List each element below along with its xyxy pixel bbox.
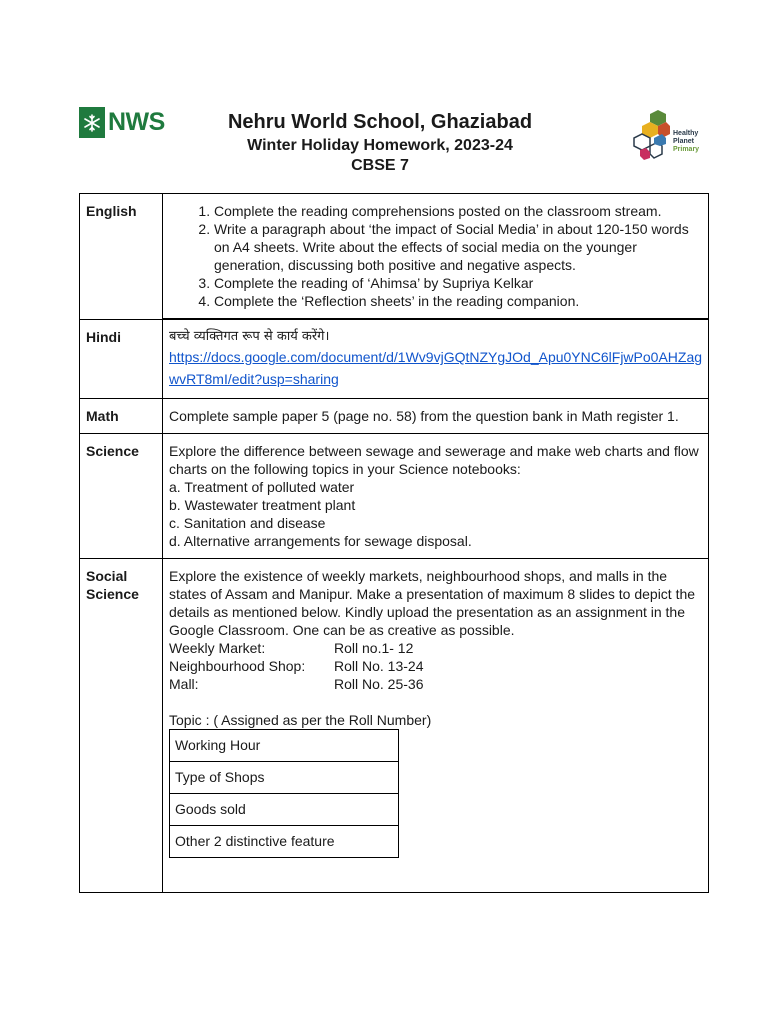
list-item: d. Alternative arrangements for sewage disposal. <box>169 533 472 549</box>
subject-hindi: Hindi <box>80 319 163 399</box>
social-intro: Explore the existence of weekly markets, neighbourhood shops, and malls in the states of Assam and Manipur. Make a presentation of maximum 8 slides to depict the details as mentioned below. Kindly upload the presentation as an assignment in the Google Classroom. One can be as creative as possible. <box>169 568 696 638</box>
list-item: 2. Write a paragraph about ‘the impact of Social Media’ in about 120-150 words on A4 sheets. Write about the effects of social media on the younger generation, discussing both positive and negative aspects. <box>214 220 704 274</box>
subject-science: Science <box>80 434 163 559</box>
list-item: 1. Complete the reading comprehensions posted on the classroom stream. <box>214 202 704 220</box>
list-item: b. Wastewater treatment plant <box>169 497 356 513</box>
document-header <box>200 110 560 176</box>
science-row <box>80 434 709 559</box>
homework-title: Winter Holiday Homework, 2023-24 <box>247 137 513 154</box>
table-row: Goods sold <box>170 794 399 826</box>
english-row <box>80 194 709 320</box>
roll-row: Weekly Market: Roll no.1- 12 <box>169 640 414 656</box>
snowflake-icon <box>79 107 105 138</box>
homework-table <box>79 193 709 893</box>
list-item: 4. Complete the ‘Reflection sheets’ in the reading companion. <box>214 292 704 310</box>
list-item: c. Sanitation and disease <box>169 515 326 531</box>
english-content <box>163 194 709 320</box>
science-content <box>163 434 709 559</box>
hindi-row <box>80 319 709 399</box>
hindi-instruction: बच्चे व्यक्तिगत रूप से कार्य करेंगे। <box>169 329 330 344</box>
science-intro: Explore the difference between sewage and sewerage and make web charts and flow charts on the following topics in your Science notebooks: <box>169 443 699 477</box>
subject-math: Math <box>80 399 163 434</box>
list-item: 3. Complete the reading of ‘Ahimsa’ by Supriya Kelkar <box>214 274 704 292</box>
healthy-planet-logo <box>630 108 710 168</box>
math-row <box>80 399 709 434</box>
math-content: Complete sample paper 5 (page no. 58) from the question bank in Math register 1. <box>163 399 709 434</box>
english-task-list <box>169 202 704 310</box>
table-row: Other 2 distinctive feature <box>170 826 399 858</box>
roll-row: Mall: Roll No. 25-36 <box>169 676 424 692</box>
nws-logo <box>79 107 165 138</box>
social-science-row <box>80 559 709 893</box>
subject-social-science: Social Science <box>80 559 163 893</box>
roll-row: Neighbourhood Shop: Roll No. 13-24 <box>169 658 424 674</box>
hexagon-cluster-icon <box>630 108 675 168</box>
hindi-doc-link[interactable]: https://docs.google.com/document/d/1Wv9vjGQtNZYgJOd_Apu0YNC6lFjwPo0AHZagwvRT8mI/edit?usp=sharing <box>169 349 703 387</box>
topic-heading: Topic : ( Assigned as per the Roll Number) <box>169 712 432 728</box>
social-science-content <box>163 559 709 893</box>
hindi-content <box>163 319 709 399</box>
nws-logo-text: NWS <box>108 108 165 136</box>
list-item: a. Treatment of polluted water <box>169 479 355 495</box>
healthy-planet-text: Healthy Planet Primary <box>673 130 700 153</box>
table-row: Type of Shops <box>170 762 399 794</box>
subject-english: English <box>80 194 163 320</box>
topics-table <box>169 729 399 858</box>
table-row: Working Hour <box>170 730 399 762</box>
class-title: CBSE 7 <box>351 157 409 174</box>
school-title: Nehru World School, Ghaziabad <box>227 111 533 133</box>
